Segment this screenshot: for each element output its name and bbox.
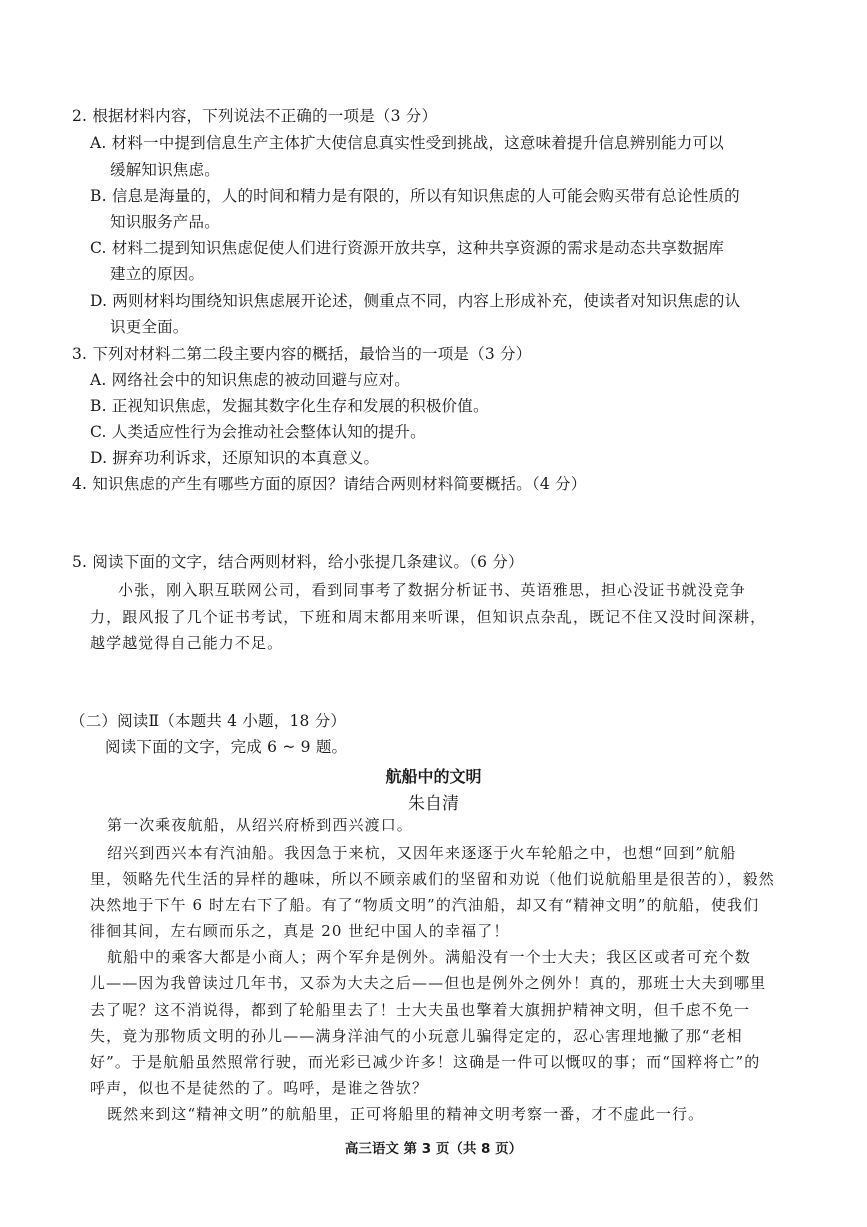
passage-line: 去了呢？这不消说得，都到了轮船里去了！士大夫虽也擎着大旗拥护精神文明，但千虑不免一: [90, 1001, 751, 1019]
q2-option-a-line1: A. 材料一中提到信息生产主体扩大使信息真实性受到挑战，这意味着提升信息辨别能力可以: [90, 134, 724, 152]
q5-passage-line1: 小张，刚入职互联网公司，看到同事考了数据分析证书、英语雅思，担心没证书就没竞争: [118, 581, 746, 599]
passage-line: 航船中的乘客大都是小商人；两个军弁是例外。满船没有一个士大夫；我区区或者可充个数: [107, 948, 752, 966]
q5-stem: 5. 阅读下面的文字，结合两则材料，给小张提几条建议。（6 分）: [72, 553, 524, 571]
q4-stem: 4. 知识焦虑的产生有哪些方面的原因？请结合两则材料简要概括。（4 分）: [72, 475, 587, 493]
passage-line: 呼声，似也不是徒然的了。呜呼，是谁之咎欤？: [90, 1079, 429, 1097]
section-instruction: 阅读下面的文字，完成 6 ~ 9 题。: [105, 738, 348, 756]
q2-option-c-line1: C. 材料二提到知识焦虑促使人们进行资源开放共享，这种共享资源的需求是动态共享数据库: [90, 239, 725, 257]
q2-option-d-line1: D. 两则材料均围绕知识焦虑展开论述，侧重点不同，内容上形成补充，使读者对知识焦虑的认: [90, 292, 741, 310]
passage-author: 朱自清: [408, 794, 459, 814]
passage-line: 绍兴到西兴本有汽油船。我因急于来杭，又因年来逐逐于火车轮船之中，也想“回到”航船: [107, 844, 737, 862]
q2-option-a-line2: 缓解知识焦虑。: [110, 161, 220, 179]
passage-line: 决然地于下午 6 时左右下了船。有了“物质文明”的汽油船，却又有“精神文明”的航船，使我们: [90, 896, 760, 914]
q2-option-b-line1: B. 信息是海量的，人的时间和精力是有限的，所以有知识焦虑的人可能会购买带有总论性质的: [90, 187, 740, 205]
q2-option-d-line2: 识更全面。: [110, 318, 189, 336]
q3-option-b: B. 正视知识焦虑，发掘其数字化生存和发展的积极价值。: [90, 397, 489, 415]
q2-stem: 2. 根据材料内容，下列说法不正确的一项是（3 分）: [72, 107, 438, 125]
passage-line: 第一次乘夜航船，从绍兴府桥到西兴渡口。: [107, 816, 413, 834]
passage-line: 既然来到这“精神文明”的航船里，正可将船里的精神文明考察一番，才不虚此一行。: [107, 1105, 705, 1123]
q3-stem: 3. 下列对材料二第二段主要内容的概括，最恰当的一项是（3 分）: [72, 345, 532, 363]
q2-option-c-line2: 建立的原因。: [110, 265, 205, 283]
passage-line: 里，领略先代生活的异样的趣味，所以不顾亲戚们的坚留和劝说（他们说航船里是很苦的），毅然: [90, 870, 775, 888]
passage-line: 儿——因为我曾读过几年书，又忝为大夫之后——但也是例外之例外！真的，那班士大夫到哪里: [90, 974, 767, 992]
q3-option-a: A. 网络社会中的知识焦虑的被动回避与应对。: [90, 371, 410, 389]
section-heading: （二）阅读Ⅱ（本题共 4 小题，18 分）: [70, 712, 347, 730]
passage-line: 好”。于是航船虽然照常行驶，而光彩已减少许多！这确是一件可以慨叹的事；而“国粹将亡”的: [90, 1053, 761, 1071]
passage-line: 失，竟为那物质文明的孙儿——满身洋油气的小玩意儿骗得定定的，忍心害理地撇了那“老相: [90, 1027, 743, 1045]
passage-title: 航船中的文明: [385, 767, 482, 786]
q3-option-d: D. 摒弃功利诉求，还原知识的本真意义。: [90, 449, 380, 467]
q5-passage-line3: 越学越觉得自己能力不足。: [90, 634, 284, 652]
q2-option-b-line2: 知识服务产品。: [110, 213, 220, 231]
q3-option-c: C. 人类适应性行为会推动社会整体认知的提升。: [90, 423, 426, 441]
page-footer: 高三语文 第 3 页（共 8 页）: [344, 1141, 523, 1157]
q5-passage-line2: 力，跟风报了几个证书考试，下班和周末都用来听课，但知识点杂乱，既记不住又没时间深耕，: [90, 608, 767, 626]
passage-line: 徘徊其间，左右顾而乐之，真是 20 世纪中国人的幸福了！: [90, 922, 510, 940]
